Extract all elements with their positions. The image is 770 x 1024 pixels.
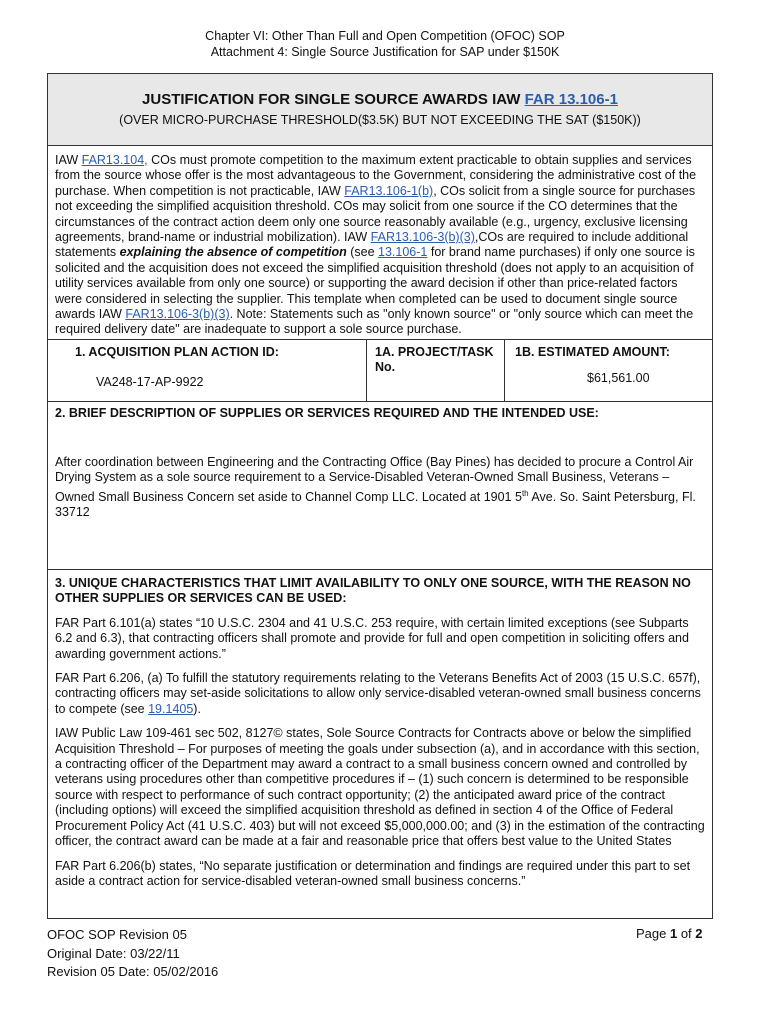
section-3-heading: 3. UNIQUE CHARACTERISTICS THAT LIMIT AVAILABILITY TO ONLY ONE SOURCE, WITH THE REASON NO OTHER SUPPLIES OR SERVICES CAN BE USED: — [55, 576, 691, 606]
section-3-paragraph-2-end: ). — [193, 701, 201, 716]
section-3-paragraph-1: FAR Part 6.101(a) states “10 U.S.C. 2304 and 41 U.S.C. 253 require, with certain limited exceptions (see Subparts 6.2 and 6.3), that contracting officers shall promote and provide for full and open competition in soliciting offers and awarding government actions.” — [55, 615, 689, 661]
acquisition-row — [48, 339, 712, 402]
intro-text: IAW — [55, 153, 82, 167]
project-task-cell — [367, 340, 505, 401]
page-header — [0, 28, 770, 60]
project-task-label-no: No. — [375, 360, 396, 374]
footer-original-date: Original Date: 03/22/11 — [47, 945, 180, 961]
form-title-text: JUSTIFICATION FOR SINGLE SOURCE AWARDS IAW — [142, 91, 525, 108]
section-3-paragraph-4: FAR Part 6.206(b) states, “No separate justification or determination and findings are required under this part to set aside a contract action for service-disabled veteran-owned small business concerns.” — [55, 858, 691, 888]
section-3-paragraph-2-text: FAR Part 6.206, (a) To fulfill the statutory requirements relating to the Veterans Benefits Act of 2003 (15 U.S.C. 657f), contracting officers may set-aside solicitations to allow only service-disabled veteran-owned small business concerns to compete (see — [55, 671, 701, 716]
section-2-text-end: Ave. So. Saint Petersburg, Fl. 33712 — [55, 489, 696, 520]
project-task-label: 1A. PROJECT/TASK — [375, 345, 494, 359]
intro-emphasis: explaining the absence of competition — [119, 245, 347, 260]
form-title — [48, 91, 712, 108]
page-of: of — [677, 926, 696, 941]
acquisition-plan-cell — [48, 340, 367, 401]
intro-text: . Note: Statements such as "only known source" or "only source which can meet the required delivery date" are inadequate to support a sole source purchase. — [55, 307, 694, 337]
ordinal-suffix: th — [521, 488, 529, 498]
far-13-104-link[interactable]: FAR13.104, — [81, 153, 148, 167]
estimated-amount-label: 1B. ESTIMATED AMOUNT: — [515, 345, 670, 359]
estimated-amount-cell — [505, 340, 712, 401]
intro-text: , COs solicit from a single source for purchases not exceeding the simplified acquisition threshold. COs may solicit from one source if the CO determines that the circumstances of the contract action deem only one source reasonably available (e.g., urgency, exclusive licensing agreements, brand-name or industrial mobilization). IAW — [55, 183, 696, 245]
page-current: 1 — [669, 926, 678, 941]
section-3-paragraph-2 — [55, 671, 707, 717]
intro-text: ,COs are required to include additional statements — [55, 230, 689, 260]
form-frame — [47, 73, 713, 919]
header-line-2: Attachment 4: Single Source Justification for SAP under $150K — [210, 45, 560, 59]
far-13-106-3b3-link[interactable]: FAR13.106-3(b)(3) — [370, 230, 475, 245]
intro-text: for brand name purchases) if only one source is solicited and the acquisition does not exceed the simplified acquisition threshold (does not apply to an acquisition of utility services available from only one source) or supporting the award decision if other than price-related factors were considered in selecting the supplier. This template when completed can be used to document single source awards IAW — [55, 245, 695, 322]
title-box — [48, 74, 712, 146]
header-line-1: Chapter VI: Other Than Full and Open Competition (OFOC) SOP — [205, 29, 565, 43]
far-13-106-1-inline-link[interactable]: 13.106-1 — [378, 245, 428, 260]
section-2-body — [55, 455, 705, 521]
estimated-amount-value: $61,561.00 — [587, 371, 650, 385]
far-13-106-3b3-link-2[interactable]: FAR13.106-3(b)(3) — [125, 307, 230, 322]
acquisition-plan-id: VA248-17-AP-9922 — [96, 375, 204, 389]
acquisition-plan-label: 1. ACQUISITION PLAN ACTION ID: — [75, 345, 279, 359]
far-19-1405-link[interactable]: 19.1405 — [148, 701, 194, 716]
section-3-paragraph-3: IAW Public Law 109-461 sec 502, 8127© states, Sole Source Contracts for Contracts above or below the simplified Acquisition Threshold – For purposes of meeting the goals under subsection (a), and in accordance with this section, a contracting officer of the Department may award a contract to a small business concern owned and controlled by veterans using procedures other than competitive procedures if – (1) such concern is determined to be responsible source with respect to performance of such contract opportunity; (2) the anticipated award price of the contract (including options) will exceed the simplified acquisition threshold as defined in section 4 of the Office of Federal Procurement Policy Act (41 U.S.C. 403) but will not exceed $5,000,000.00; and (3) in the estimation of the contracting officer, the contract award can be made at a fair and reasonable price that offers best value to the United States — [55, 726, 705, 849]
footer-revision-info — [47, 926, 218, 982]
section-divider — [48, 569, 712, 570]
form-subtitle: (OVER MICRO-PURCHASE THRESHOLD($3.5K) BUT NOT EXCEEDING THE SAT ($150K)) — [119, 113, 641, 127]
intro-text: (see — [346, 245, 379, 260]
page-number — [636, 926, 703, 941]
section-2-heading: 2. BRIEF DESCRIPTION OF SUPPLIES OR SERVICES REQUIRED AND THE INTENDED USE: — [55, 406, 599, 420]
section-2-text: After coordination between Engineering and the Contracting Office (Bay Pines) has decided to procure a Control Air Drying System as a sole source requirement to a Service-Disabled Veteran-Owned Small Business, Veterans – Owned Small Business Concern set aside to Channel Comp LLC. Located at 1901 5 — [55, 455, 694, 504]
footer-revision-date: Revision 05 Date: 05/02/2016 — [47, 964, 219, 979]
page-total: 2 — [695, 926, 703, 941]
section-3 — [55, 576, 707, 898]
intro-paragraph — [55, 153, 705, 338]
far-13-106-1b-link[interactable]: FAR13.106-1(b) — [344, 183, 434, 198]
intro-text: COs must promote competition to the maximum extent practicable to obtain supplies and services from the source whose offer is the most advantageous to the Government, considering the administrative cost of the purchase. When competition is not practicable, IAW — [55, 153, 697, 198]
page-word: Page — [636, 926, 670, 941]
footer-revision: OFOC SOP Revision 05 — [47, 927, 187, 942]
far-13-106-1-link[interactable]: FAR 13.106-1 — [524, 91, 618, 108]
